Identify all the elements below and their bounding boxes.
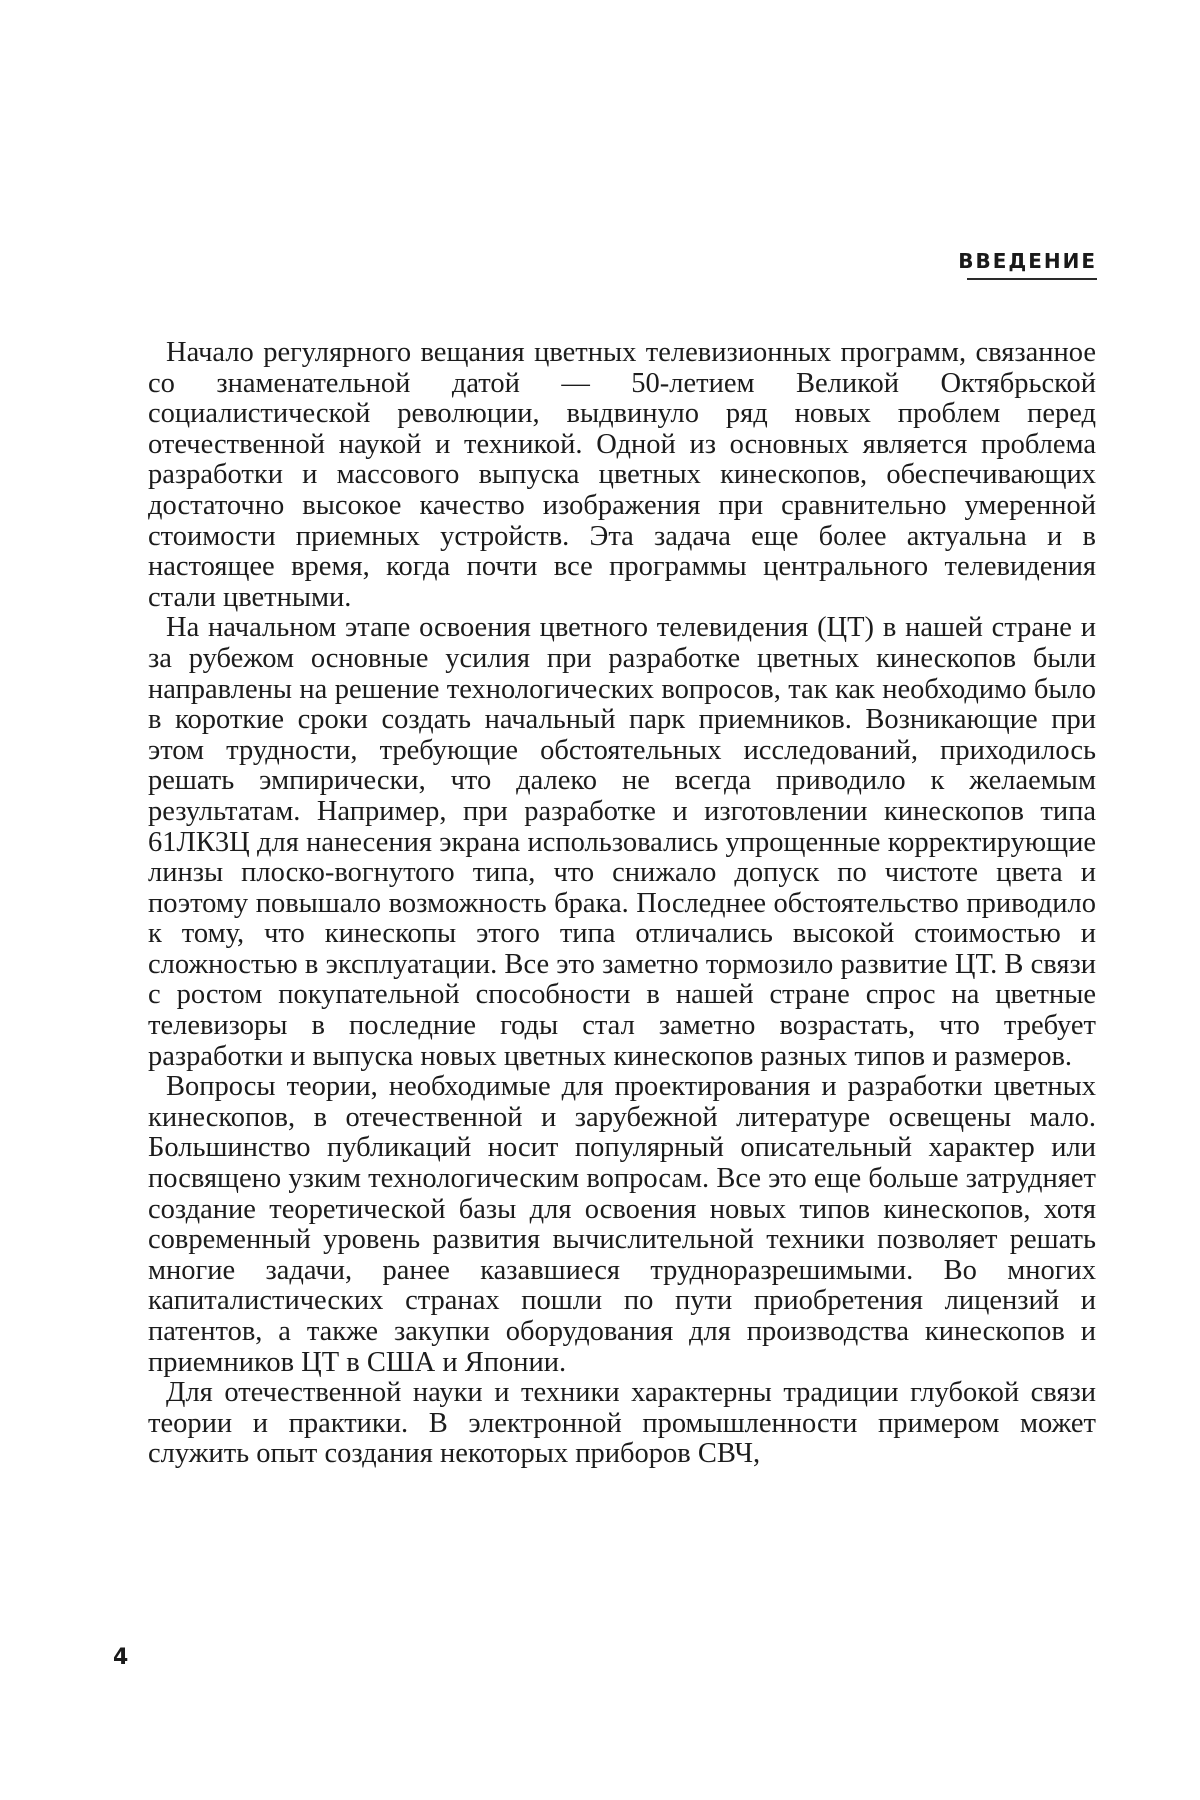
- paragraph-4: Для отечественной науки и техники характерны традиции глубокой связи теории и практики. В электронной промышленности примером может служить опыт создания некоторых приборов СВЧ,: [148, 1377, 1096, 1470]
- section-heading-block: [958, 247, 1097, 280]
- heading-underline: [967, 278, 1097, 280]
- section-heading: ВВЕДЕНИЕ: [958, 249, 1097, 273]
- body-text: [148, 338, 1096, 1470]
- paragraph-3: Вопросы теории, необходимые для проектирования и разработки цветных кинескопов, в отечественной и зарубежной литературе освещены мало. Большинство публикаций носит популярный описательный характер или посвящено узким технологическим вопросам. Все это еще больше затрудняет создание теоретической базы для освоения новых типов кинескопов, хотя современный уровень развития вычислительной техники позволяет решать многие задачи, ранее казавшиеся трудноразрешимыми. Во многих капиталистических странах пошли по пути приобретения лицензий и патентов, а также закупки оборудования для производства кинескопов и приемников ЦТ в США и Японии.: [148, 1071, 1096, 1378]
- page-number: 4: [113, 1645, 129, 1670]
- paragraph-2: На начальном этапе освоения цветного телевидения (ЦТ) в нашей стране и за рубежом основные усилия при разработке цветных кинескопов были направлены на решение технологических вопросов, так как необходимо было в короткие сроки создать начальный парк приемников. Возникающие при этом трудности, требующие обстоятельных исследований, приходилось решать эмпирически, что далеко не всегда приводило к желаемым результатам. Например, при разработке и изготовлении кинескопов типа 61ЛК3Ц для нанесения экрана использовались упрощенные корректирующие линзы плоско-вогнутого типа, что снижало допуск по чистоте цвета и поэтому повышало возможность брака. Последнее обстоятельство приводило к тому, что кинескопы этого типа отличались высокой стоимостью и сложностью в эксплуатации. Все это заметно тормозило развитие ЦТ. В связи с ростом покупательной способности в нашей стране спрос на цветные телевизоры в последние годы стал заметно возрастать, что требует разработки и выпуска новых цветных кинескопов разных типов и размеров.: [148, 612, 1096, 1072]
- paragraph-1: Начало регулярного вещания цветных телевизионных программ, связанное со знаменательной датой — 50-летием Великой Октябрьской социалистической революции, выдвинуло ряд новых проблем перед отечественной наукой и техникой. Одной из основных является проблема разработки и массового выпуска цветных кинескопов, обеспечивающих достаточно высокое качество изображения при сравнительно умеренной стоимости приемных устройств. Эта задача еще более актуальна и в настоящее время, когда почти все программы центрального телевидения стали цветными.: [148, 337, 1096, 613]
